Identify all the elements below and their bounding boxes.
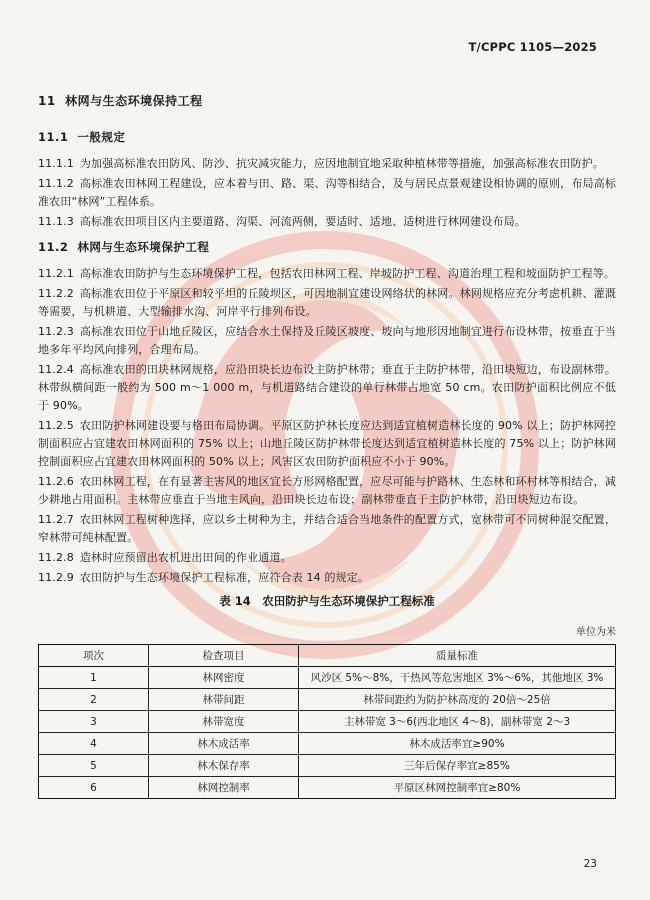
document-code: T/CPPC 1105—2025	[468, 40, 597, 54]
clause	[38, 213, 616, 231]
clause-list-protection	[38, 265, 616, 587]
table-row	[39, 711, 616, 733]
table-header	[39, 645, 616, 667]
document-body	[38, 92, 616, 799]
table-cell: 1	[39, 667, 149, 689]
clause-number: 11.2.5	[38, 419, 74, 432]
clause-text: 高标准农田林网工程建设，应本着与田、路、渠、沟等相结合，及与居民点景观建设相协调的原则，布局高标准农田“林网”工程体系。	[38, 177, 616, 208]
table-cell: 平原区林网控制率宜≥80%	[299, 777, 616, 799]
clause-text: 农田林网工程，在有显著主害风的地区宜长方形网格配置，应尽可能与护路林、生态林和环村林等相结合，减少耕地占用面积。主林带应垂直于当地主风向，沿田块长边布设；副林带垂直于主防护林带，沿田块短边布设。	[38, 475, 616, 506]
clause-text: 造林时应预留出农机进出田间的作业通道。	[79, 551, 292, 564]
table-cell: 林网控制率	[149, 777, 299, 799]
column-header: 质量标准	[299, 645, 616, 667]
table-row	[39, 689, 616, 711]
clause	[38, 175, 616, 211]
table-cell: 3	[39, 711, 149, 733]
column-header: 检查项目	[149, 645, 299, 667]
clause	[38, 549, 616, 567]
table-row	[39, 755, 616, 777]
subsection-heading-protection	[38, 239, 616, 255]
clause	[38, 323, 616, 359]
table-cell: 林带间距	[149, 689, 299, 711]
table-cell: 5	[39, 755, 149, 777]
clause-number: 11.2.6	[38, 475, 74, 488]
clause	[38, 417, 616, 471]
clause	[38, 569, 616, 587]
clause-text: 高标准农田位于山地丘陵区，应结合水土保持及丘陵区坡度、坡向与地形因地制宜进行布设林带，按垂直于当地多年平均风向排列，合理布局。	[38, 325, 616, 356]
page-number: 23	[583, 858, 597, 870]
table-cell: 林带宽度	[149, 711, 299, 733]
subsection-title: 一般规定	[77, 130, 126, 144]
clause	[38, 361, 616, 415]
clause-number: 11.1.2	[38, 177, 74, 190]
clause	[38, 473, 616, 509]
clause	[38, 265, 616, 283]
table-cell: 风沙区 5%～8%，干热风等危害地区 3%～6%，其他地区 3%	[299, 667, 616, 689]
clause-text: 为加强高标准农田防风、防沙、抗灾减灾能力，应因地制宜地采取种植林带等措施，加强高标准农田防护。	[79, 157, 604, 170]
subsection-title: 林网与生态环境保护工程	[77, 240, 210, 254]
clause-number: 11.1.3	[38, 215, 74, 228]
section-heading	[38, 92, 616, 109]
clause	[38, 285, 616, 321]
clause-number: 11.2.2	[38, 287, 74, 300]
table-cell: 林木成活率宜≥90%	[299, 733, 616, 755]
table-header-row	[39, 645, 616, 667]
clause-text: 高标准农田的田块林网规格，应沿田块长边布设主防护林带；垂直于主防护林带，沿田块短边，布设副林带。林带纵横间距一般约为 500 m～1 000 m，与机道路结合建设的单行林带占地宽 50 cm。农田防护面积比例应不低于 90%。	[38, 363, 616, 412]
clause-number: 11.2.1	[38, 267, 74, 280]
clause-text: 农田防护与生态环境保护工程标准，应符合表 14 的规定。	[79, 571, 370, 584]
table-row	[39, 777, 616, 799]
clause-number: 11.2.3	[38, 325, 74, 338]
section-title: 林网与生态环境保持工程	[65, 94, 203, 108]
clause-text: 高标准农田位于平原区和较平坦的丘陵坝区，可因地制宜建设网络状的林网。林网规格应充分考虑机耕、灌溉等需要，与机耕道、大型输排水沟、河岸平行排列布设。	[38, 287, 616, 318]
standards-table	[38, 644, 616, 799]
table-cell: 林木保存率	[149, 755, 299, 777]
clause-number: 11.2.7	[38, 513, 74, 526]
clause	[38, 511, 616, 547]
table-cell: 2	[39, 689, 149, 711]
table-cell: 4	[39, 733, 149, 755]
clause-number: 11.1.1	[38, 157, 74, 170]
clause-number: 11.2.9	[38, 571, 74, 584]
clause-text: 农田防护林网建设要与格田布局协调。平原区防护林长度应达到适宜植树造林长度的 90% 以上；防护林网控制面积应占宜建农田林网面积的 75% 以上；山地丘陵区防护林带长度达到适宜植树造林长度的 75% 以上；防护林网控制面积应占宜建农田林网面积的 50% 以上；风害区农田防护面积应不小于 90%。	[38, 419, 616, 468]
table-row	[39, 733, 616, 755]
table-caption: 表 14 农田防护与生态环境保护工程标准	[219, 594, 435, 608]
clause-text: 农田林网工程树种选择，应以乡土树种为主，并结合适合当地条件的配置方式，宽林带可不同树种混交配置，窄林带可纯林配置。	[38, 513, 616, 544]
clause-text: 高标准农田防护与生态环境保护工程，包括农田林网工程、岸坡防护工程、沟道治理工程和坡面防护工程等。	[79, 267, 616, 280]
subsection-heading-general	[38, 129, 616, 145]
table-cell: 三年后保存率宜≥85%	[299, 755, 616, 777]
subsection-number: 11.2	[38, 240, 69, 254]
column-header: 项次	[39, 645, 149, 667]
table-cell: 林带间距约为防护林高度的 20倍～25倍	[299, 689, 616, 711]
clause-text: 高标准农田项目区内主要道路、沟渠、河流两侧，要适时、适地、适树进行林网建设布局。	[79, 215, 526, 228]
table-row	[39, 667, 616, 689]
section-number: 11	[38, 94, 56, 108]
table-cell: 6	[39, 777, 149, 799]
clause	[38, 155, 616, 173]
table-cell: 主林带宽 3～6(西北地区 4～8)，副林带宽 2～3	[299, 711, 616, 733]
clause-number: 11.2.4	[38, 363, 74, 376]
table-body	[39, 667, 616, 799]
table-unit-note: 单位为米	[576, 627, 616, 638]
clause-number: 11.2.8	[38, 551, 74, 564]
clause-list-general	[38, 155, 616, 231]
table-cell: 林木成活率	[149, 733, 299, 755]
subsection-number: 11.1	[38, 130, 69, 144]
table-cell: 林网密度	[149, 667, 299, 689]
